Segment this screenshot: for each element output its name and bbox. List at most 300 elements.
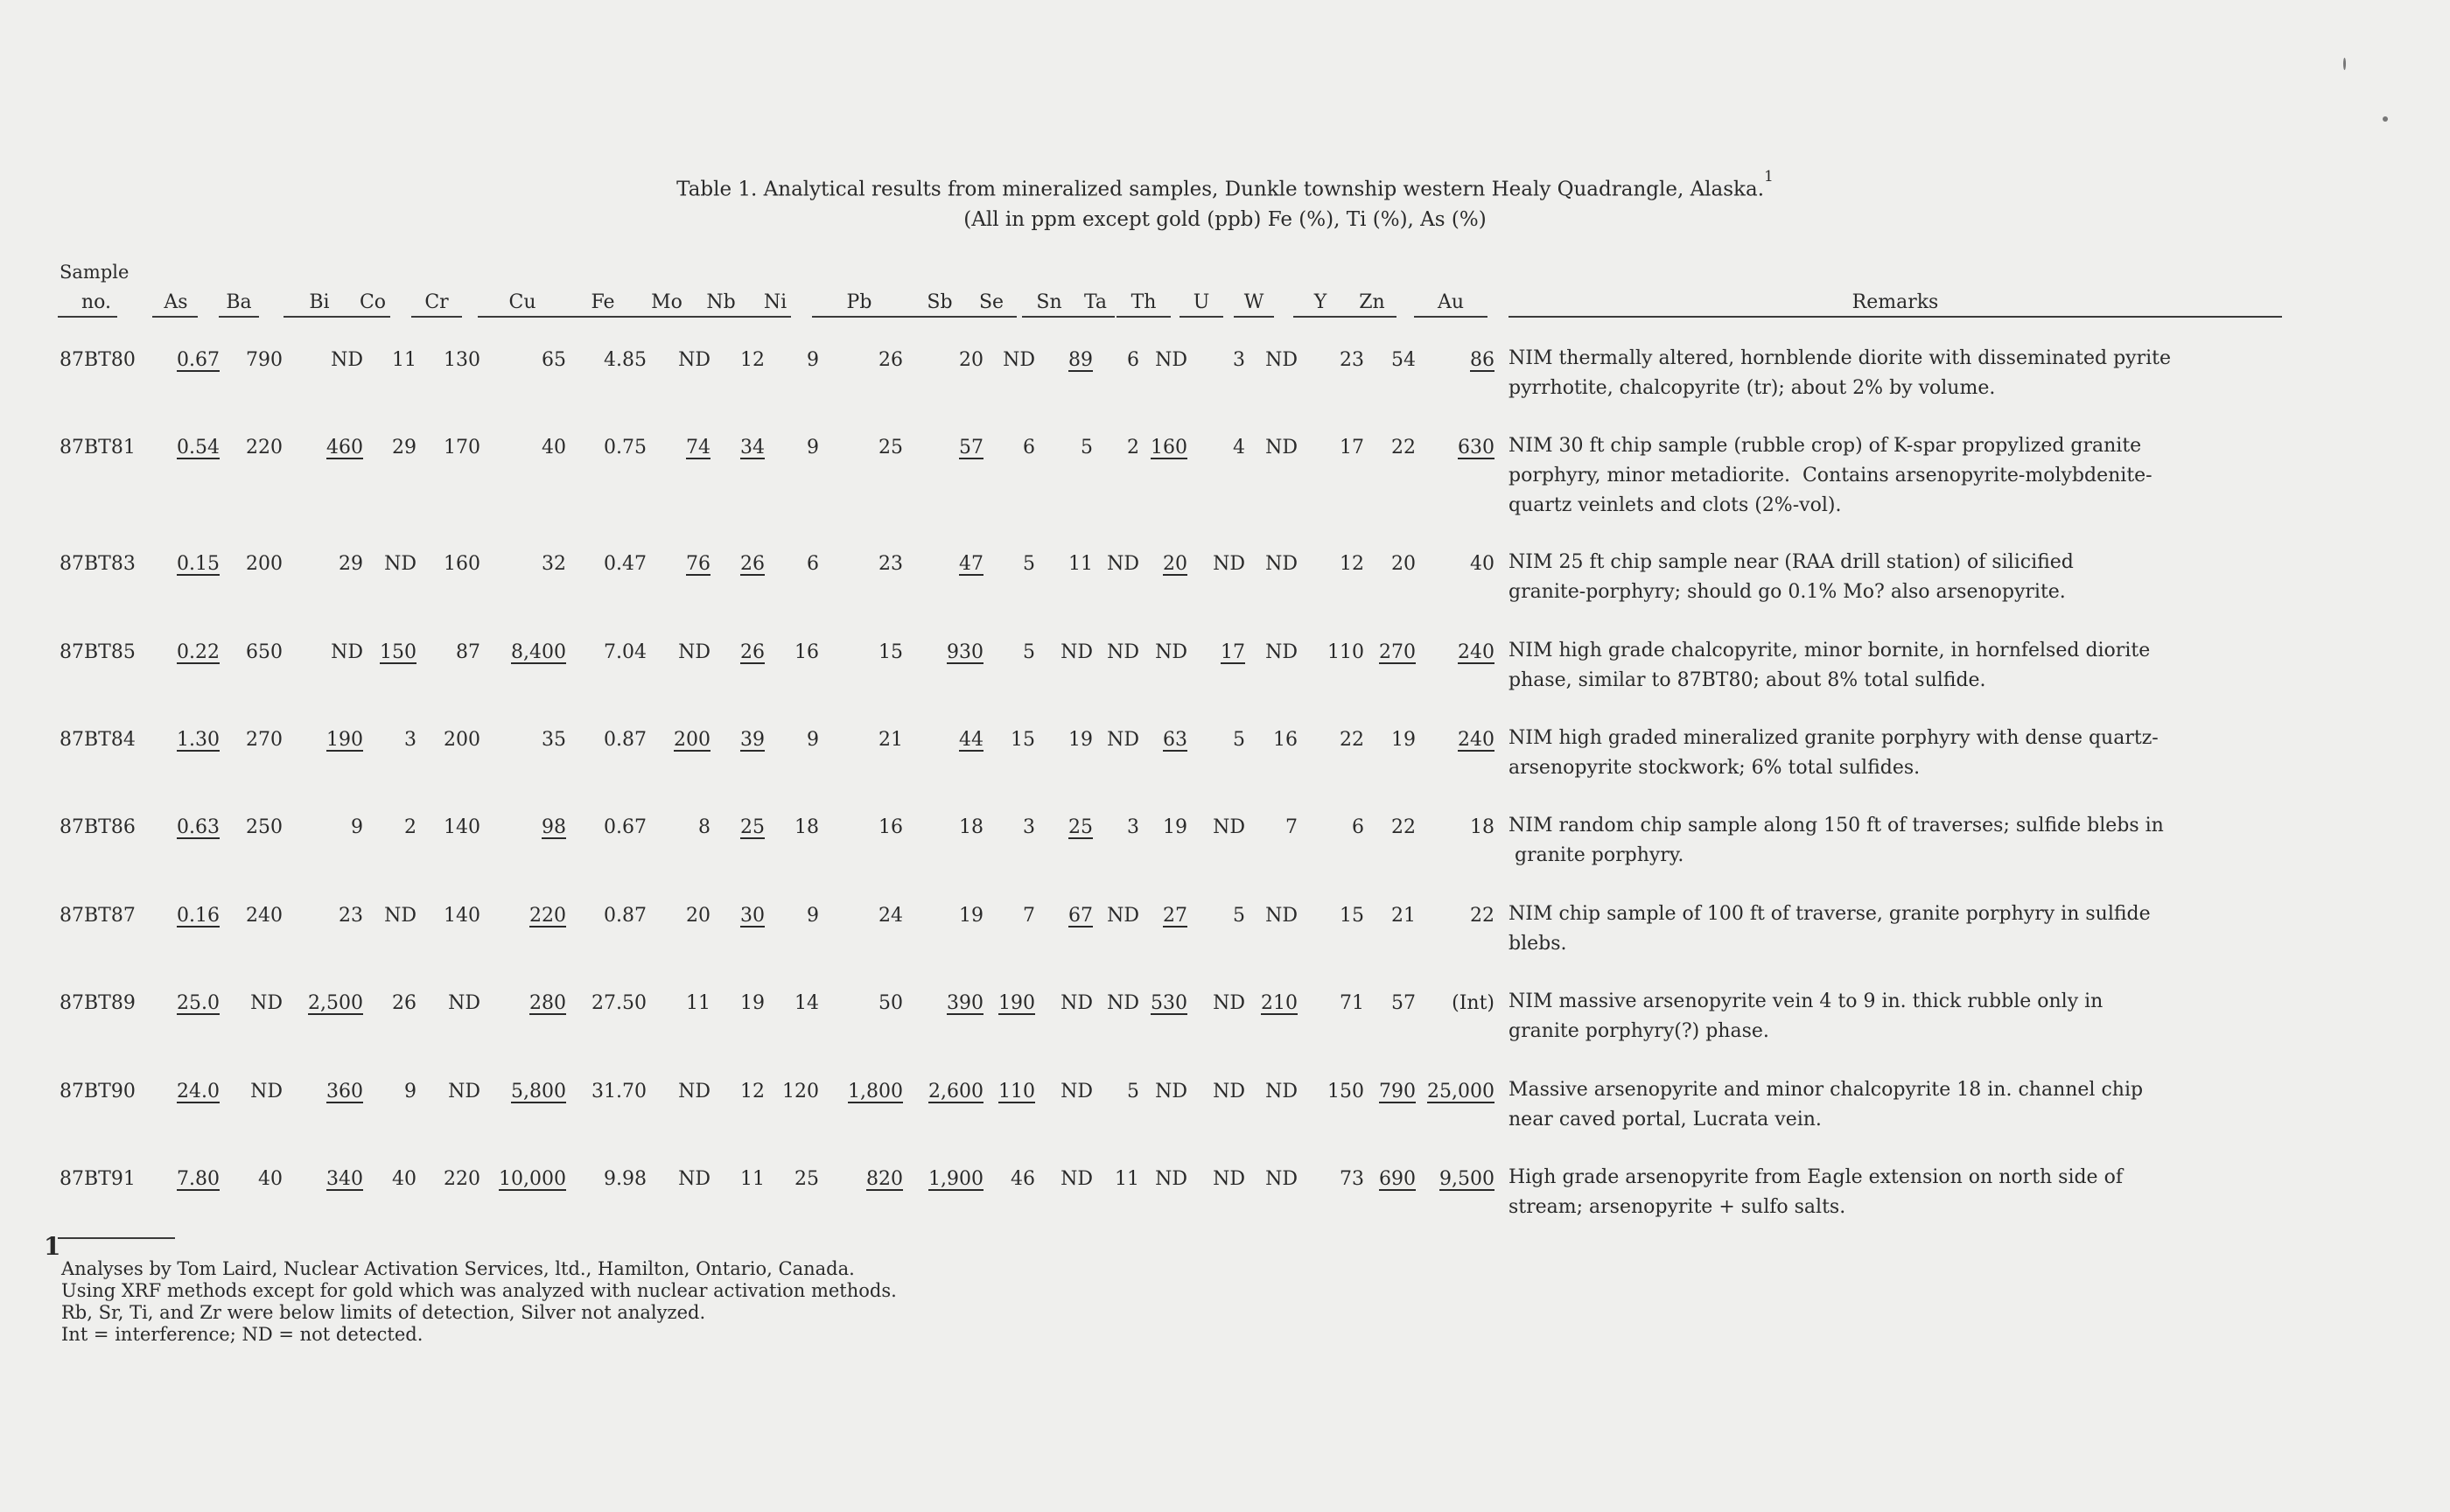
value-cell-mo: 200 xyxy=(674,729,710,751)
value-cell-zn: 22 xyxy=(1391,816,1416,838)
value-cell-fe: 31.70 xyxy=(592,1081,647,1102)
value-cell-au: 9,500 xyxy=(1439,1168,1494,1190)
column-header-sb: Sb xyxy=(927,291,953,313)
value-cell-ni: 9 xyxy=(807,349,819,371)
value-cell-nb: 34 xyxy=(740,437,765,458)
value-cell-zn: 19 xyxy=(1391,729,1416,751)
header-underline xyxy=(812,316,906,318)
value-cell-pb: 820 xyxy=(866,1168,903,1190)
value-cell-sn: ND xyxy=(1060,1081,1093,1102)
sample-id: 87BT86 xyxy=(60,816,136,838)
value-cell-y: 110 xyxy=(1327,641,1364,663)
value-cell-ba: 220 xyxy=(246,437,283,458)
value-cell-sn: 11 xyxy=(1068,553,1093,575)
value-cell-fe: 9.98 xyxy=(604,1168,647,1190)
value-cell-sb: 20 xyxy=(959,349,984,371)
value-cell-sn: 89 xyxy=(1068,349,1093,371)
value-cell-th: 20 xyxy=(1163,553,1187,575)
column-header-nb: Nb xyxy=(706,291,736,313)
value-cell-se: 46 xyxy=(1011,1168,1035,1190)
value-cell-cr: ND xyxy=(448,992,480,1014)
footnote-line: Rb, Sr, Ti, and Zr were below limits of detection, Silver not analyzed. xyxy=(61,1302,706,1323)
value-cell-nb: 19 xyxy=(740,992,765,1014)
value-cell-au: 22 xyxy=(1470,905,1494,927)
value-cell-u: 17 xyxy=(1221,641,1245,663)
value-cell-fe: 27.50 xyxy=(592,992,647,1014)
column-header-se: Se xyxy=(978,291,1004,313)
footnote-line: Analyses by Tom Laird, Nuclear Activation Services, ltd., Hamilton, Ontario, Canada. xyxy=(61,1258,855,1279)
header-underline xyxy=(1414,316,1488,318)
column-header-ba: Ba xyxy=(226,291,252,313)
value-cell-ni: 6 xyxy=(807,553,819,575)
value-cell-au: 240 xyxy=(1458,641,1494,663)
value-cell-cr: 170 xyxy=(444,437,480,458)
value-cell-pb: 21 xyxy=(878,729,903,751)
value-cell-ta: ND xyxy=(1107,553,1139,575)
value-cell-ba: 650 xyxy=(246,641,283,663)
sample-id: 87BT83 xyxy=(60,553,136,575)
value-cell-au: 40 xyxy=(1470,553,1494,575)
value-cell-sn: ND xyxy=(1060,1168,1093,1190)
value-cell-as: 0.22 xyxy=(177,641,220,663)
value-cell-co: 3 xyxy=(404,729,416,751)
remarks-line: NIM massive arsenopyrite vein 4 to 9 in. thick rubble only in xyxy=(1508,990,2104,1012)
column-header-ni: Ni xyxy=(763,291,788,313)
value-cell-ba: 240 xyxy=(246,905,283,927)
value-cell-th: 63 xyxy=(1163,729,1187,751)
value-cell-as: 0.54 xyxy=(177,437,220,458)
value-cell-w: 7 xyxy=(1285,816,1298,838)
value-cell-bi: 9 xyxy=(351,816,363,838)
value-cell-nb: 26 xyxy=(740,553,765,575)
value-cell-cu: 10,000 xyxy=(499,1168,566,1190)
remarks-line: granite porphyry. xyxy=(1508,844,1684,866)
value-cell-nb: 39 xyxy=(740,729,765,751)
value-cell-as: 1.30 xyxy=(177,729,220,751)
column-header-no: no. xyxy=(80,291,112,313)
value-cell-au: 86 xyxy=(1470,349,1494,371)
value-cell-ni: 120 xyxy=(782,1081,819,1102)
value-cell-mo: ND xyxy=(678,641,710,663)
value-cell-co: 2 xyxy=(404,816,416,838)
column-header-as: As xyxy=(164,291,188,313)
value-cell-bi: 29 xyxy=(339,553,363,575)
value-cell-cu: 98 xyxy=(542,816,566,838)
column-header-y: Y xyxy=(1313,291,1327,313)
value-cell-w: ND xyxy=(1265,1168,1298,1190)
column-header-th: Th xyxy=(1130,291,1157,313)
value-cell-y: 6 xyxy=(1352,816,1364,838)
value-cell-pb: 1,800 xyxy=(848,1081,903,1102)
value-cell-sb: 18 xyxy=(959,816,984,838)
value-cell-cu: 220 xyxy=(529,905,566,927)
value-cell-ba: 270 xyxy=(246,729,283,751)
value-cell-zn: 270 xyxy=(1379,641,1416,663)
value-cell-sb: 1,900 xyxy=(928,1168,984,1190)
value-cell-ta: 5 xyxy=(1127,1081,1139,1102)
value-cell-cu: 65 xyxy=(542,349,566,371)
value-cell-pb: 50 xyxy=(878,992,903,1014)
value-cell-as: 0.67 xyxy=(177,349,220,371)
footnote-line: Using XRF methods except for gold which was analyzed with nuclear activation methods. xyxy=(61,1280,897,1301)
value-cell-mo: ND xyxy=(678,1168,710,1190)
value-cell-w: ND xyxy=(1265,1081,1298,1102)
column-header-u: U xyxy=(1193,291,1210,313)
value-cell-bi: ND xyxy=(331,349,363,371)
value-cell-ta: ND xyxy=(1107,641,1139,663)
paper-speck xyxy=(2383,116,2388,122)
column-header-mo: Mo xyxy=(651,291,682,313)
value-cell-sn: 19 xyxy=(1068,729,1093,751)
value-cell-w: ND xyxy=(1265,641,1298,663)
value-cell-sb: 47 xyxy=(959,553,984,575)
header-underline xyxy=(1116,316,1171,318)
value-cell-mo: 74 xyxy=(686,437,710,458)
remarks-line: stream; arsenopyrite + sulfo salts. xyxy=(1508,1196,1846,1218)
value-cell-mo: 76 xyxy=(686,553,710,575)
value-cell-w: ND xyxy=(1265,349,1298,371)
title-line-1 xyxy=(0,169,2450,205)
value-cell-w: ND xyxy=(1265,437,1298,458)
value-cell-mo: 8 xyxy=(698,816,710,838)
value-cell-cr: 200 xyxy=(444,729,480,751)
value-cell-th: ND xyxy=(1155,1168,1187,1190)
value-cell-ba: 790 xyxy=(246,349,283,371)
remarks-line: NIM high grade chalcopyrite, minor bornite, in hornfelsed diorite xyxy=(1508,640,2151,662)
column-header-fe: Fe xyxy=(591,291,615,313)
value-cell-y: 22 xyxy=(1340,729,1364,751)
value-cell-au: (Int) xyxy=(1452,992,1494,1014)
header-underline xyxy=(478,316,569,318)
value-cell-fe: 0.67 xyxy=(604,816,647,838)
value-cell-sb: 44 xyxy=(959,729,984,751)
value-cell-au: 630 xyxy=(1458,437,1494,458)
value-cell-ni: 14 xyxy=(794,992,819,1014)
column-header-cr: Cr xyxy=(424,291,449,313)
value-cell-ta: 2 xyxy=(1127,437,1139,458)
value-cell-sb: 19 xyxy=(959,905,984,927)
value-cell-w: 210 xyxy=(1261,992,1298,1014)
value-cell-th: 27 xyxy=(1163,905,1187,927)
value-cell-cr: 130 xyxy=(444,349,480,371)
value-cell-th: ND xyxy=(1155,349,1187,371)
value-cell-au: 18 xyxy=(1470,816,1494,838)
value-cell-y: 15 xyxy=(1340,905,1364,927)
value-cell-cr: 220 xyxy=(444,1168,480,1190)
value-cell-se: 5 xyxy=(1023,553,1035,575)
value-cell-fe: 0.75 xyxy=(604,437,647,458)
value-cell-cr: 140 xyxy=(444,905,480,927)
value-cell-ta: 6 xyxy=(1127,349,1139,371)
remarks-line: arsenopyrite stockwork; 6% total sulfides. xyxy=(1508,757,1921,779)
header-underline xyxy=(1348,316,1396,318)
value-cell-u: 4 xyxy=(1233,437,1245,458)
value-cell-as: 24.0 xyxy=(177,1081,220,1102)
header-underline xyxy=(696,316,746,318)
value-cell-ta: ND xyxy=(1107,992,1139,1014)
value-cell-co: 26 xyxy=(392,992,416,1014)
sample-id: 87BT91 xyxy=(60,1168,136,1190)
value-cell-cu: 32 xyxy=(542,553,566,575)
value-cell-ni: 9 xyxy=(807,729,819,751)
sample-id: 87BT84 xyxy=(60,729,136,751)
value-cell-nb: 11 xyxy=(740,1168,765,1190)
value-cell-co: ND xyxy=(384,553,416,575)
value-cell-co: 11 xyxy=(392,349,416,371)
value-cell-u: ND xyxy=(1213,553,1245,575)
header-underline xyxy=(1180,316,1223,318)
value-cell-pb: 24 xyxy=(878,905,903,927)
remarks-line: NIM thermally altered, hornblende diorite with disseminated pyrite xyxy=(1508,347,2172,369)
value-cell-y: 17 xyxy=(1340,437,1364,458)
value-cell-y: 150 xyxy=(1327,1081,1364,1102)
title-text: Table 1. Analytical results from mineralized samples, Dunkle township western Healy Quadrangle, Alaska. xyxy=(676,178,1765,201)
value-cell-fe: 0.87 xyxy=(604,729,647,751)
value-cell-u: 3 xyxy=(1233,349,1245,371)
value-cell-sb: 390 xyxy=(947,992,984,1014)
value-cell-sb: 930 xyxy=(947,641,984,663)
value-cell-ba: 200 xyxy=(246,553,283,575)
column-header-sn: Sn xyxy=(1036,291,1062,313)
header-underline xyxy=(152,316,198,318)
value-cell-ta: ND xyxy=(1107,729,1139,751)
value-cell-ta: ND xyxy=(1107,905,1139,927)
value-cell-as: 0.16 xyxy=(177,905,220,927)
value-cell-bi: 190 xyxy=(326,729,363,751)
value-cell-mo: 20 xyxy=(686,905,710,927)
value-cell-mo: ND xyxy=(678,349,710,371)
value-cell-nb: 12 xyxy=(740,1081,765,1102)
value-cell-se: 15 xyxy=(1011,729,1035,751)
value-cell-as: 7.80 xyxy=(177,1168,220,1190)
value-cell-se: 6 xyxy=(1023,437,1035,458)
remarks-line: granite porphyry(?) phase. xyxy=(1508,1020,1769,1042)
remarks-line: NIM 25 ft chip sample near (RAA drill station) of silicified xyxy=(1508,551,2074,573)
sample-id: 87BT81 xyxy=(60,437,136,458)
value-cell-cu: 35 xyxy=(542,729,566,751)
value-cell-fe: 0.47 xyxy=(604,553,647,575)
value-cell-cr: 140 xyxy=(444,816,480,838)
value-cell-cr: ND xyxy=(448,1081,480,1102)
value-cell-mo: ND xyxy=(678,1081,710,1102)
value-cell-pb: 26 xyxy=(878,349,903,371)
value-cell-zn: 20 xyxy=(1391,553,1416,575)
remarks-line: NIM random chip sample along 150 ft of traverses; sulfide blebs in xyxy=(1508,815,2164,836)
value-cell-cr: 160 xyxy=(444,553,480,575)
value-cell-fe: 7.04 xyxy=(604,641,647,663)
value-cell-zn: 790 xyxy=(1379,1081,1416,1102)
remarks-line: quartz veinlets and clots (2%-vol). xyxy=(1508,494,1842,516)
value-cell-nb: 30 xyxy=(740,905,765,927)
header-underline xyxy=(1234,316,1274,318)
value-cell-as: 0.63 xyxy=(177,816,220,838)
value-cell-cu: 5,800 xyxy=(511,1081,566,1102)
remarks-line: High grade arsenopyrite from Eagle extension on north side of xyxy=(1508,1166,2123,1188)
footnote-mark: 1 xyxy=(44,1232,61,1261)
header-sample: Sample xyxy=(60,262,130,283)
value-cell-u: ND xyxy=(1213,992,1245,1014)
value-cell-u: ND xyxy=(1213,1168,1245,1190)
value-cell-zn: 21 xyxy=(1391,905,1416,927)
value-cell-fe: 0.87 xyxy=(604,905,647,927)
header-underline xyxy=(1293,316,1348,318)
value-cell-th: 530 xyxy=(1151,992,1187,1014)
value-cell-sb: 2,600 xyxy=(928,1081,984,1102)
value-cell-mo: 11 xyxy=(686,992,710,1014)
value-cell-pb: 15 xyxy=(878,641,903,663)
value-cell-ba: 40 xyxy=(258,1168,283,1190)
remarks-line: NIM high graded mineralized granite porphyry with dense quartz- xyxy=(1508,727,2159,749)
remarks-line: NIM 30 ft chip sample (rubble crop) of K-spar propylized granite xyxy=(1508,435,2142,457)
title-line-2: (All in ppm except gold (ppb) Fe (%), Ti (%), As (%) xyxy=(963,207,1487,231)
value-cell-zn: 54 xyxy=(1391,349,1416,371)
remarks-line: granite-porphyry; should go 0.1% Mo? also arsenopyrite. xyxy=(1508,581,2066,603)
value-cell-se: 7 xyxy=(1023,905,1035,927)
value-cell-ba: ND xyxy=(250,1081,283,1102)
remarks-line: porphyry, minor metadiorite. Contains arsenopyrite-molybdenite- xyxy=(1508,465,2152,486)
value-cell-th: ND xyxy=(1155,1081,1187,1102)
value-cell-as: 0.15 xyxy=(177,553,220,575)
header-underline xyxy=(966,316,1017,318)
column-header-co: Co xyxy=(359,291,387,313)
remarks-line: pyrrhotite, chalcopyrite (tr); about 2% by volume. xyxy=(1508,377,1996,399)
column-header-w: W xyxy=(1243,291,1264,313)
header-underline xyxy=(746,316,791,318)
remarks-line: NIM chip sample of 100 ft of traverse, granite porphyry in sulfide xyxy=(1508,903,2151,925)
remarks-line: blebs. xyxy=(1508,933,1567,955)
value-cell-sn: 25 xyxy=(1068,816,1093,838)
value-cell-se: 3 xyxy=(1023,816,1035,838)
value-cell-bi: 360 xyxy=(326,1081,363,1102)
value-cell-nb: 26 xyxy=(740,641,765,663)
value-cell-co: 40 xyxy=(392,1168,416,1190)
title-footnote-mark: 1 xyxy=(1764,168,1774,186)
header-underline xyxy=(1508,316,2282,318)
value-cell-cu: 8,400 xyxy=(511,641,566,663)
value-cell-y: 12 xyxy=(1340,553,1364,575)
value-cell-ba: ND xyxy=(250,992,283,1014)
value-cell-se: 110 xyxy=(998,1081,1035,1102)
column-header-ta: Ta xyxy=(1083,291,1108,313)
column-header-cu: Cu xyxy=(508,291,536,313)
column-header-bi: Bi xyxy=(309,291,330,313)
value-cell-th: 160 xyxy=(1151,437,1187,458)
column-header-zn: Zn xyxy=(1359,291,1385,313)
footnote-line: Int = interference; ND = not detected. xyxy=(61,1324,424,1345)
value-cell-w: ND xyxy=(1265,553,1298,575)
value-cell-pb: 23 xyxy=(878,553,903,575)
value-cell-th: ND xyxy=(1155,641,1187,663)
value-cell-cr: 87 xyxy=(456,641,480,663)
remarks-line: Massive arsenopyrite and minor chalcopyrite 18 in. channel chip xyxy=(1508,1079,2144,1101)
header-underline xyxy=(284,316,355,318)
column-header-pb: Pb xyxy=(846,291,872,313)
value-cell-w: ND xyxy=(1265,905,1298,927)
value-cell-y: 71 xyxy=(1340,992,1364,1014)
value-cell-ni: 25 xyxy=(794,1168,819,1190)
value-cell-bi: ND xyxy=(331,641,363,663)
value-cell-u: 5 xyxy=(1233,905,1245,927)
sample-id: 87BT80 xyxy=(60,349,136,371)
value-cell-sn: ND xyxy=(1060,992,1093,1014)
header-underline xyxy=(569,316,637,318)
value-cell-ta: 3 xyxy=(1127,816,1139,838)
column-header-au: Au xyxy=(1437,291,1465,313)
value-cell-u: 5 xyxy=(1233,729,1245,751)
value-cell-zn: 690 xyxy=(1379,1168,1416,1190)
value-cell-se: 190 xyxy=(998,992,1035,1014)
header-underline xyxy=(1022,316,1076,318)
value-cell-co: 29 xyxy=(392,437,416,458)
value-cell-sb: 57 xyxy=(959,437,984,458)
value-cell-ni: 9 xyxy=(807,905,819,927)
table-title xyxy=(0,169,2450,234)
value-cell-nb: 12 xyxy=(740,349,765,371)
value-cell-u: ND xyxy=(1213,816,1245,838)
value-cell-fe: 4.85 xyxy=(604,349,647,371)
footnote-rule xyxy=(58,1237,175,1239)
value-cell-pb: 16 xyxy=(878,816,903,838)
value-cell-au: 25,000 xyxy=(1427,1081,1494,1102)
header-underline xyxy=(1076,316,1115,318)
header-underline xyxy=(58,316,117,318)
header-underline xyxy=(219,316,259,318)
value-cell-bi: 2,500 xyxy=(308,992,363,1014)
value-cell-se: ND xyxy=(1003,349,1035,371)
value-cell-sn: 67 xyxy=(1068,905,1093,927)
value-cell-pb: 25 xyxy=(878,437,903,458)
value-cell-co: 150 xyxy=(380,641,416,663)
value-cell-sn: ND xyxy=(1060,641,1093,663)
sample-id: 87BT90 xyxy=(60,1081,136,1102)
remarks-line: near caved portal, Lucrata vein. xyxy=(1508,1109,1822,1130)
value-cell-as: 25.0 xyxy=(177,992,220,1014)
value-cell-sn: 5 xyxy=(1081,437,1093,458)
sample-id: 87BT89 xyxy=(60,992,136,1014)
value-cell-u: ND xyxy=(1213,1081,1245,1102)
header-underline xyxy=(355,316,390,318)
value-cell-se: 5 xyxy=(1023,641,1035,663)
sample-id: 87BT87 xyxy=(60,905,136,927)
value-cell-cu: 280 xyxy=(529,992,566,1014)
value-cell-ba: 250 xyxy=(246,816,283,838)
value-cell-co: ND xyxy=(384,905,416,927)
value-cell-th: 19 xyxy=(1163,816,1187,838)
value-cell-cu: 40 xyxy=(542,437,566,458)
value-cell-bi: 23 xyxy=(339,905,363,927)
value-cell-y: 23 xyxy=(1340,349,1364,371)
value-cell-ni: 9 xyxy=(807,437,819,458)
header-underline xyxy=(637,316,696,318)
value-cell-au: 240 xyxy=(1458,729,1494,751)
value-cell-w: 16 xyxy=(1273,729,1298,751)
value-cell-y: 73 xyxy=(1340,1168,1364,1190)
remarks-line: phase, similar to 87BT80; about 8% total sulfide. xyxy=(1508,669,1986,691)
value-cell-zn: 57 xyxy=(1391,992,1416,1014)
value-cell-zn: 22 xyxy=(1391,437,1416,458)
column-header-remarks: Remarks xyxy=(1852,291,1939,313)
value-cell-ta: 11 xyxy=(1115,1168,1139,1190)
value-cell-bi: 460 xyxy=(326,437,363,458)
value-cell-co: 9 xyxy=(404,1081,416,1102)
value-cell-ni: 18 xyxy=(794,816,819,838)
value-cell-bi: 340 xyxy=(326,1168,363,1190)
paper-speck xyxy=(2343,58,2346,70)
header-underline xyxy=(411,316,462,318)
sample-id: 87BT85 xyxy=(60,641,136,663)
value-cell-nb: 25 xyxy=(740,816,765,838)
value-cell-ni: 16 xyxy=(794,641,819,663)
